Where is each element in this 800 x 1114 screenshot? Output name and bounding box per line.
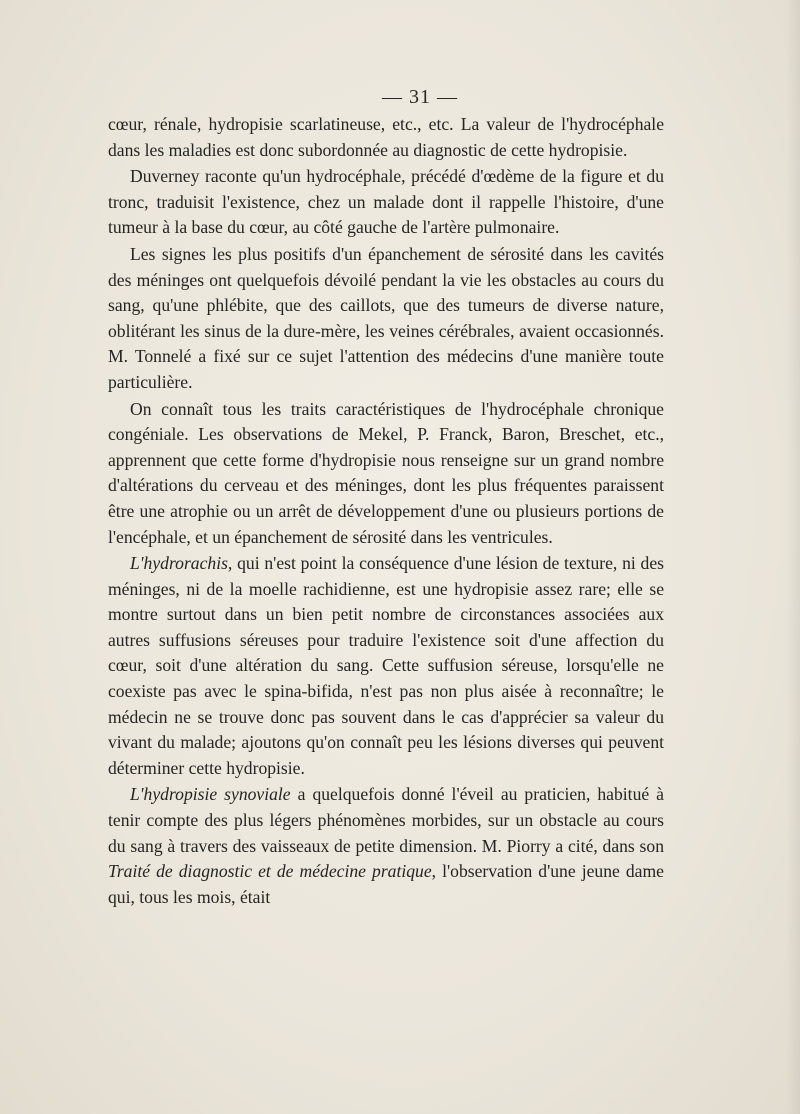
body-text xyxy=(108,112,664,910)
paragraph-text: Les signes les plus positifs d'un épanchement de sérosité dans les cavités des méninges ont quelquefois dévoilé pendant la vie les obstacles au cours du sang, qu'une phlébite, que des caillots, que des tumeurs de diverse nature, oblitérant les sinus de la dure-mère, les veines cérébrales, avaient occasionnés. M. Tonnelé a fixé sur ce sujet l'attention des médecins d'une manière toute particulière. xyxy=(108,243,664,392)
paragraph xyxy=(108,397,664,551)
paragraph xyxy=(108,164,664,241)
page-edge-shadow xyxy=(786,0,800,1114)
paragraph-text: Duverney raconte qu'un hydrocéphale, précédé d'œdème de la figure et du tronc, traduisit l'existence, chez un malade dont il rappelle l'histoire, d'une tumeur à la base du cœur, au côté gauche de l'artère pulmonaire. xyxy=(108,166,664,238)
paragraph xyxy=(108,551,664,781)
paragraph-text: qui n'est point la conséquence d'une lésion de texture, ni des méninges, ni de la moelle rachidienne, est une hydropisie assez rare; elle se montre surtout dans un bien petit nombre de circonstances associées aux autres suffusions séreuses pour traduire l'existence soit d'une affection du cœur, soit d'une altération du sang. Cette suffusion séreuse, lorsqu'elle ne coexiste pas avec le spina-bifida, n'est pas non plus aisée à reconnaître; le médecin ne se trouve donc pas souvent dans le cas d'apprécier sa valeur du vivant du malade; ajoutons qu'on connaît peu les lésions diverses qui peuvent déterminer cette hydropisie. xyxy=(108,553,664,778)
paragraph xyxy=(108,242,664,396)
paragraph-text: On connaît tous les traits caractéristiques de l'hydrocéphale chronique congéniale. Les observations de Mekel, P. Franck, Baron, Breschet, etc., apprennent que cette forme d'hydropisie nous renseigne sur un grand nombre d'altérations du cerveau et des méninges, dont les plus fréquentes paraissent être une atrophie ou un arrêt de développement d'une ou plusieurs portions de l'encéphale, et un épanchement de sérosité dans les ventricules. xyxy=(108,398,664,547)
paragraph-text: , l'observation d'une jeune dame qui, tous les mois, était xyxy=(108,861,664,907)
page-number-text: — 31 — xyxy=(382,86,458,108)
paragraph xyxy=(108,112,664,163)
italic-text: L'hydropisie synoviale xyxy=(130,784,291,805)
italic-text: L'hydrorachis, xyxy=(130,553,233,574)
paragraph-text: a quelquefois donné l'éveil au praticien, habitué à tenir compte des plus légers phénomènes morbides, sur un obstacle au cours du sang à travers des vaisseaux de petite dimension. M. Piorry a cité, dans son xyxy=(108,784,664,856)
page-number xyxy=(0,86,800,109)
italic-text: Traité de diagnostic et de médecine pratique xyxy=(108,861,432,882)
paragraph xyxy=(108,782,664,910)
paragraph-text: cœur, rénale, hydropisie scarlatineuse, etc., etc. La valeur de l'hydrocéphale dans les maladies est donc subordonnée au diagnostic de cette hydropisie. xyxy=(108,114,664,160)
